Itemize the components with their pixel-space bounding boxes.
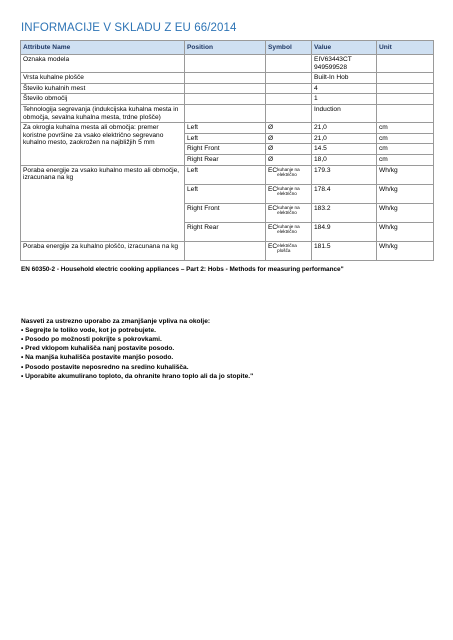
attr-cell-energy-zone: Poraba energije za vsako kuhalno mesto ali območje, izracunana na kg	[21, 165, 185, 241]
symbol-subscript: električna plošča	[277, 242, 297, 253]
table-header-row	[21, 41, 434, 55]
table-row	[21, 55, 434, 73]
symbol-cell	[266, 83, 312, 94]
position-cell: Left	[185, 184, 266, 203]
position-cell: Right Rear	[185, 222, 266, 241]
header-value: Value	[312, 41, 377, 55]
value-cell: 183.2	[312, 203, 377, 222]
symbol-cell: Ø	[266, 144, 312, 155]
attr-cell: Število kuhalnih mest	[21, 83, 185, 94]
unit-cell: Wh/kg	[377, 222, 434, 241]
table-row	[21, 83, 434, 94]
unit-cell: Wh/kg	[377, 203, 434, 222]
value-cell: 18,0	[312, 154, 377, 165]
header-unit: Unit	[377, 41, 434, 55]
unit-cell	[377, 55, 434, 73]
symbol-subscript: kuhanje na električno	[277, 223, 300, 234]
symbol-cell	[266, 222, 312, 241]
symbol-cell	[266, 241, 312, 260]
symbol-main: EC	[268, 204, 278, 212]
position-cell: Left	[185, 165, 266, 184]
table-row	[21, 73, 434, 84]
symbol-main: EC	[268, 185, 278, 193]
value-cell: EIV63443CT 949599528	[312, 55, 377, 73]
table-row	[21, 241, 434, 260]
symbol-cell: Ø	[266, 123, 312, 134]
document-page	[20, 22, 433, 381]
value-cell: 181.5	[312, 241, 377, 260]
environment-advice	[21, 317, 433, 381]
symbol-cell	[266, 94, 312, 105]
symbol-subscript: kuhanje na električno	[277, 166, 300, 177]
position-cell: Right Front	[185, 144, 266, 155]
position-cell	[185, 94, 266, 105]
value-cell: 179.3	[312, 165, 377, 184]
document-title: INFORMACIJE V SKLADU Z EU 66/2014	[21, 22, 237, 34]
symbol-cell	[266, 104, 312, 122]
symbol-subscript: kuhanje na električno	[277, 204, 300, 215]
value-cell: 21,0	[312, 123, 377, 134]
unit-cell: Wh/kg	[377, 165, 434, 184]
spec-table	[20, 40, 434, 261]
list-item: • Uporabite akumulirano toploto, da ohranite hrano toplo ali da jo stopite."	[21, 372, 433, 381]
symbol-cell	[266, 184, 312, 203]
position-cell	[185, 104, 266, 122]
unit-cell: Wh/kg	[377, 184, 434, 203]
unit-cell	[377, 73, 434, 84]
list-item: • Na manjša kuhališča postavite manjšo posodo.	[21, 353, 433, 362]
attr-cell: Tehnologija segrevanja (indukcijska kuhalna mesta in območja, sevalna kuhalna mesta, trdne plošče)	[21, 104, 185, 122]
unit-cell: Wh/kg	[377, 241, 434, 260]
advice-list	[21, 326, 433, 381]
table-row	[21, 123, 434, 134]
attr-cell: Število območij	[21, 94, 185, 105]
unit-cell: cm	[377, 144, 434, 155]
value-cell: 178.4	[312, 184, 377, 203]
position-cell: Right Front	[185, 203, 266, 222]
symbol-main: EC	[268, 166, 278, 174]
table-row	[21, 165, 434, 184]
header-position: Position	[185, 41, 266, 55]
attr-cell: Oznaka modela	[21, 55, 185, 73]
attr-cell-diameter: Za okrogla kuhalna mesta ali območja: premer koristne površine za vsako električno segrevano kuhalno mesto, zaokrožen na najbližjih 5 mm	[21, 123, 185, 165]
table-row	[21, 104, 434, 122]
unit-cell: cm	[377, 123, 434, 134]
list-item: • Posodo postavite neposredno na sredino kuhališča.	[21, 363, 433, 372]
value-cell: 1	[312, 94, 377, 105]
symbol-cell	[266, 73, 312, 84]
position-cell	[185, 241, 266, 260]
unit-cell	[377, 83, 434, 94]
position-cell	[185, 83, 266, 94]
symbol-cell	[266, 165, 312, 184]
symbol-cell: Ø	[266, 133, 312, 144]
symbol-cell: Ø	[266, 154, 312, 165]
position-cell	[185, 73, 266, 84]
table-row	[21, 94, 434, 105]
symbol-cell	[266, 203, 312, 222]
symbol-subscript: kuhanje na električno	[277, 185, 300, 196]
value-cell: Induction	[312, 104, 377, 122]
attr-cell-energy-hob: Poraba energije za kuhalno ploščo, izracunana na kg	[21, 241, 185, 260]
standard-reference: EN 60350-2 - Household electric cooking appliances – Part 2: Hobs - Methods for measuring performance"	[21, 265, 344, 273]
position-cell	[185, 55, 266, 73]
list-item: • Segrejte le toliko vode, kot jo potrebujete.	[21, 326, 433, 335]
symbol-main: EC	[268, 223, 278, 231]
value-cell: 21,0	[312, 133, 377, 144]
position-cell: Right Rear	[185, 154, 266, 165]
value-cell: 14.5	[312, 144, 377, 155]
value-cell: Built-In Hob	[312, 73, 377, 84]
position-cell: Left	[185, 133, 266, 144]
header-symbol: Symbol	[266, 41, 312, 55]
symbol-cell	[266, 55, 312, 73]
attr-cell: Vrsta kuhalne plošče	[21, 73, 185, 84]
advice-heading: Nasveti za ustrezno uporabo za zmanjšanje vpliva na okolje:	[21, 317, 211, 325]
header-attribute: Attribute Name	[21, 41, 185, 55]
unit-cell: cm	[377, 133, 434, 144]
position-cell: Left	[185, 123, 266, 134]
unit-cell: cm	[377, 154, 434, 165]
unit-cell	[377, 104, 434, 122]
symbol-main: EC	[268, 242, 278, 250]
list-item: • Posodo po možnosti pokrijte s pokrovkami.	[21, 335, 433, 344]
list-item: • Pred vklopom kuhališča nanj postavite posodo.	[21, 344, 433, 353]
value-cell: 184.9	[312, 222, 377, 241]
value-cell: 4	[312, 83, 377, 94]
unit-cell	[377, 94, 434, 105]
